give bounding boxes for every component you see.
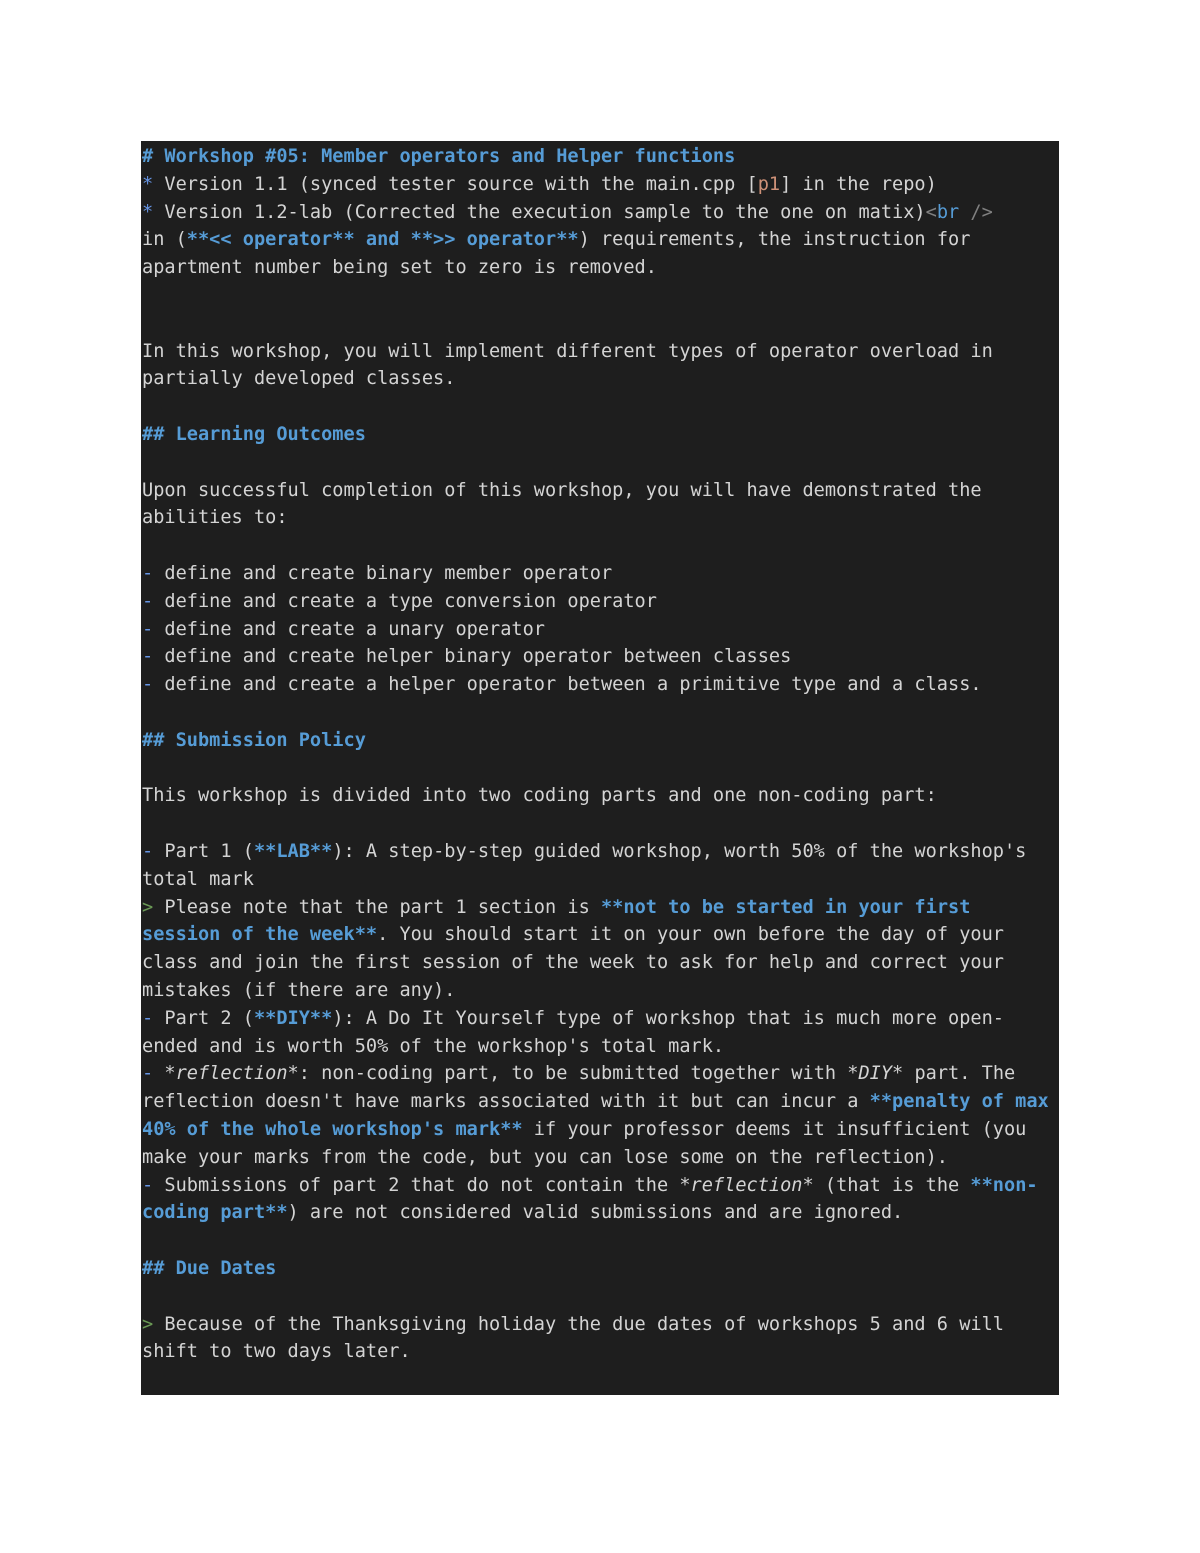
bold-text: **LAB** (253, 841, 333, 862)
source-line (142, 1060, 1015, 1088)
plain-text: ): A Do It Yourself type of workshop that is much more open- (332, 1007, 1004, 1029)
plain-text: class and join the first session of the week to ask for help and correct your (142, 952, 1004, 974)
source-line (142, 560, 612, 588)
plain-text: ended and is worth 50% of the workshop's total mark. (142, 1035, 725, 1057)
source-line (142, 143, 735, 171)
list-marker: - (142, 1007, 154, 1029)
plain-text: define and create binary member operator (153, 563, 613, 584)
list-marker: - (142, 618, 154, 640)
source-line (142, 199, 993, 227)
heading-text: ## Submission Policy (142, 729, 366, 751)
plain-text: Version 1.2-lab (Corrected the execution sample to the one on matix) (153, 201, 926, 223)
plain-text: if your professor deems it insufficient (you (522, 1119, 1027, 1140)
plain-text: Upon successful completion of this workshop, you will have demonstrated the (142, 479, 982, 501)
source-line (142, 616, 545, 644)
plain-text (153, 1063, 164, 1084)
source-line (142, 1255, 276, 1283)
plain-text: ] in the repo) (780, 173, 937, 195)
plain-text: Version 1.1 (synced tester source with the main.cpp [ (153, 173, 758, 195)
source-line (142, 226, 970, 254)
plain-text: make your marks from the code, but you can lose some on the reflection). (142, 1146, 948, 1168)
bold-text: **non- (970, 1174, 1038, 1196)
plain-text: mistakes (if there are any). (142, 980, 456, 1001)
bold-text: session of the week** (142, 924, 378, 946)
source-line (142, 949, 1004, 977)
plain-text: total mark (142, 868, 254, 890)
source-line (142, 866, 254, 894)
plain-text: partially developed classes. (142, 368, 456, 390)
plain-text: define and create helper binary operator between classes (153, 646, 792, 668)
plain-text: part. The (903, 1063, 1016, 1085)
plain-text: Because of the Thanksgiving holiday the due dates of workshops 5 and 6 will (153, 1313, 1004, 1335)
plain-text: define and create a unary operator (153, 618, 546, 640)
source-line (142, 171, 937, 199)
source-line (142, 1311, 1004, 1339)
quote-marker: > (142, 1313, 154, 1335)
bold-text: **DIY** (253, 1007, 333, 1029)
italic-text: *DIY* (847, 1063, 904, 1085)
link-reference: p1 (757, 173, 781, 195)
list-marker: - (142, 563, 154, 584)
list-marker: - (142, 646, 154, 668)
source-line (142, 838, 1026, 866)
list-marker: - (142, 1174, 154, 1196)
source-line (142, 254, 657, 282)
source-line (142, 1199, 903, 1227)
bold-text: coding part** (142, 1202, 288, 1224)
source-line (142, 671, 982, 699)
heading-text: ## Due Dates (142, 1258, 277, 1279)
list-marker: * (142, 201, 154, 223)
source-line (142, 1033, 724, 1061)
list-marker: - (142, 674, 154, 696)
source-line (142, 588, 657, 616)
plain-text: Part 2 ( (153, 1007, 254, 1029)
plain-text: ) are not considered valid submissions and are ignored. (287, 1202, 904, 1224)
bold-text: 40% of the whole workshop's mark** (142, 1119, 523, 1140)
source-line (142, 421, 366, 449)
markdown-source-panel (141, 141, 1059, 1395)
source-line (142, 1005, 1004, 1033)
source-line (142, 977, 455, 1005)
source-line (142, 1338, 411, 1366)
list-marker: - (142, 590, 154, 612)
plain-text: shift to two days later. (142, 1341, 411, 1363)
plain-text: Submissions of part 2 that do not contain the (153, 1174, 680, 1196)
italic-text: *reflection* (679, 1174, 814, 1196)
list-marker: * (142, 173, 154, 195)
source-line (142, 365, 455, 393)
source-line (142, 1144, 948, 1172)
source-line (142, 1088, 1049, 1116)
list-marker: - (142, 1063, 154, 1085)
source-line (142, 338, 993, 366)
plain-text: Part 1 ( (153, 841, 254, 862)
plain-text: define and create a helper operator between a primitive type and a class. (153, 674, 982, 696)
plain-text: . You should start it on your own before the day of your (377, 924, 1004, 946)
source-line (142, 782, 937, 810)
heading-text: ## Learning Outcomes (142, 424, 366, 445)
source-line (142, 1116, 1026, 1144)
plain-text: in ( (142, 229, 187, 251)
plain-text: define and create a type conversion operator (153, 590, 657, 612)
bold-text: **<< operator** and **>> operator** (186, 229, 579, 251)
bold-text: **not to be started in your first (600, 896, 971, 918)
heading-text: # Workshop #05: Member operators and Helper functions (142, 146, 736, 167)
plain-text: abilities to: (142, 507, 288, 529)
plain-text: ): A step-by-step guided workshop, worth 50% of the workshop's (332, 841, 1027, 862)
source-line (142, 921, 1004, 949)
plain-text: reflection doesn't have marks associated with it but can incur a (142, 1091, 870, 1113)
bold-text: **penalty of max (869, 1091, 1049, 1113)
plain-text: apartment number being set to zero is removed. (142, 257, 657, 279)
plain-text: This workshop is divided into two coding parts and one non-coding part: (142, 785, 937, 807)
plain-text: : non-coding part, to be submitted together with (298, 1063, 848, 1085)
source-line (142, 643, 791, 671)
html-tag-bracket: /> (959, 201, 993, 223)
plain-text: Please note that the part 1 section is (153, 896, 601, 918)
source-line (142, 477, 982, 505)
source-line (142, 727, 366, 755)
quote-marker: > (142, 896, 154, 918)
html-tag-bracket: < (925, 201, 937, 223)
list-marker: - (142, 841, 154, 862)
source-line (142, 504, 288, 532)
source-line (142, 1172, 1038, 1200)
plain-text: ) requirements, the instruction for (578, 229, 971, 251)
italic-text: *reflection* (164, 1063, 299, 1085)
plain-text: (that is the (813, 1174, 971, 1196)
html-tag-name: br (936, 201, 960, 223)
plain-text: In this workshop, you will implement different types of operator overload in (142, 340, 993, 362)
source-line (142, 894, 970, 922)
